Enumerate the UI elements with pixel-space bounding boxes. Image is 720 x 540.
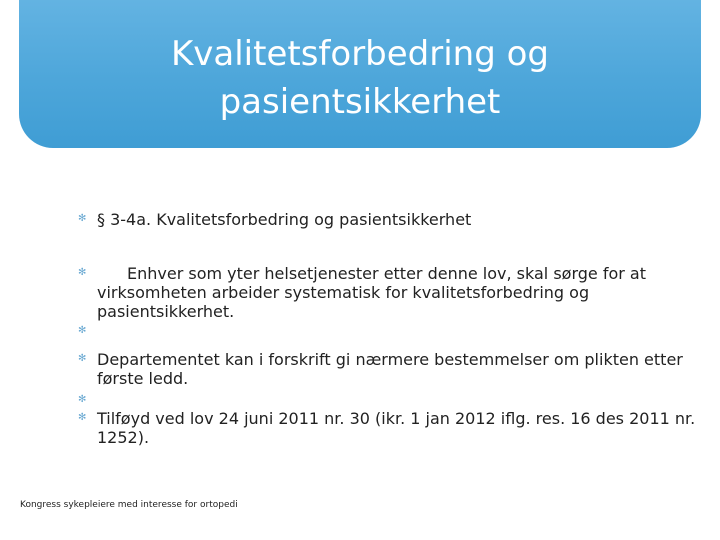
bullet-item [78,350,697,388]
asterisk-icon: ✻ [78,412,87,423]
asterisk-icon: ✻ [78,213,87,224]
asterisk-icon: ✻ [78,325,87,336]
bullet-text: § 3-4a. Kvalitetsforbedring og pasientsikkerhet [97,210,472,229]
asterisk-icon: ✻ [78,394,87,405]
bullet-item [78,409,697,447]
bullet-text: Departementet kan i forskrift gi nærmere bestemmelser om plikten etter første ledd. [97,350,683,388]
slide-title-line-1: Kvalitetsforbedring og [170,34,550,74]
asterisk-icon: ✻ [78,267,87,278]
bullet-item [78,210,697,229]
bullet-text: Enhver som yter helsetjenester etter denne lov, skal sørge for at virksomheten arbeider systematisk for kvalitetsforbedring og pasientsikkerhet. [97,264,646,321]
bullet-item [78,264,697,321]
slide-title-line-2: pasientsikkerhet [219,82,501,122]
slide-footer: Kongress sykepleiere med interesse for ortopedi [20,500,238,510]
slide-title [19,30,701,126]
bullet-text: Tilføyd ved lov 24 juni 2011 nr. 30 (ikr. 1 jan 2012 iflg. res. 16 des 2011 nr. 1252). [97,409,696,447]
asterisk-icon: ✻ [78,353,87,364]
